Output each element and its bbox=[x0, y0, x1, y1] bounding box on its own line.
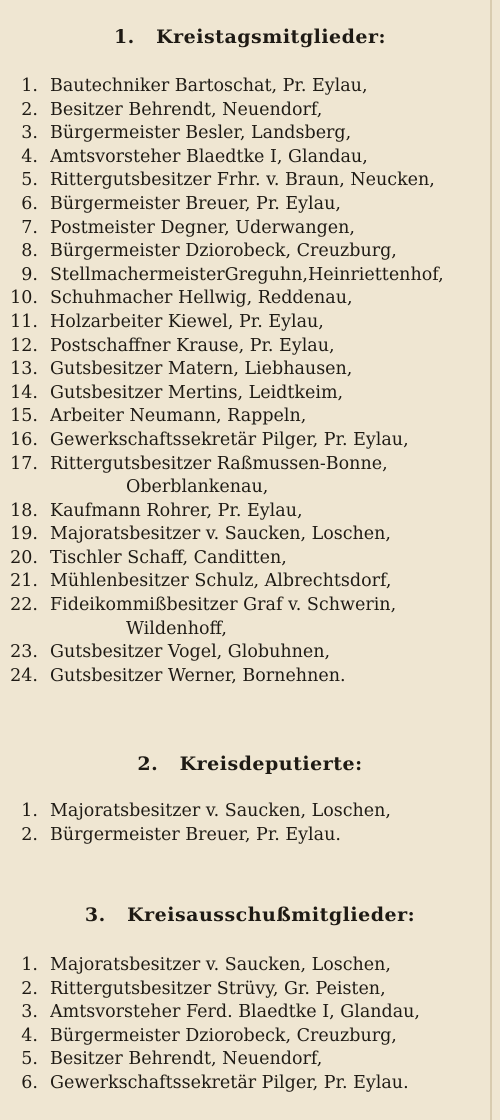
item-number: 14. bbox=[10, 382, 38, 403]
list-item bbox=[0, 548, 490, 572]
list-item bbox=[0, 288, 490, 312]
item-text: Holzarbeiter Kiewel, Pr. Eylau, bbox=[50, 311, 324, 332]
list-item bbox=[0, 595, 490, 619]
item-number: 10. bbox=[10, 288, 38, 309]
item-continuation: Oberblankenau, bbox=[126, 477, 269, 498]
item-number: 2. bbox=[21, 978, 38, 999]
item-number: 1. bbox=[21, 801, 38, 821]
item-text: StellmachermeisterGreguhn,Heinriettenhof, bbox=[50, 264, 444, 285]
list-item bbox=[0, 100, 490, 124]
item-text: Besitzer Behrendt, Neuendorf, bbox=[50, 1049, 323, 1070]
list-item bbox=[0, 336, 490, 360]
item-number: 7. bbox=[21, 217, 38, 238]
item-number: 1. bbox=[21, 76, 38, 96]
item-text: Gutsbesitzer Vogel, Globuhnen, bbox=[50, 642, 331, 663]
item-number: 12. bbox=[10, 335, 38, 356]
list-item bbox=[0, 1002, 490, 1026]
section-title: Kreisausschußmitglieder: bbox=[127, 904, 416, 926]
item-text: Majoratsbesitzer v. Saucken, Loschen, bbox=[50, 801, 391, 821]
item-number: 19. bbox=[10, 524, 38, 545]
kreistagsmitglieder-list bbox=[0, 76, 490, 689]
item-text: Bürgermeister Breuer, Pr. Eylau, bbox=[50, 193, 341, 214]
item-text: Bürgermeister Dziorobeck, Creuzburg, bbox=[50, 241, 397, 262]
item-number: 5. bbox=[21, 1049, 38, 1070]
item-number: 3. bbox=[21, 123, 38, 144]
item-number: 8. bbox=[21, 241, 38, 262]
item-number: 18. bbox=[10, 500, 38, 521]
list-item bbox=[0, 955, 490, 979]
section-title: Kreisdeputierte: bbox=[179, 753, 363, 775]
item-text: Bürgermeister Dziorobeck, Creuzburg, bbox=[50, 1025, 397, 1046]
list-item bbox=[0, 801, 490, 825]
item-number: 4. bbox=[21, 1025, 38, 1046]
list-item bbox=[0, 312, 490, 336]
item-text: Bürgermeister Breuer, Pr. Eylau. bbox=[50, 824, 341, 845]
item-text: Rittergutsbesitzer Raßmussen-Bonne, bbox=[50, 453, 388, 474]
list-item bbox=[0, 194, 490, 218]
item-number: 1. bbox=[21, 955, 38, 975]
section-title: Kreistagsmitglieder: bbox=[156, 26, 387, 48]
list-item bbox=[0, 170, 490, 194]
item-text: Amtsvorsteher Blaedtke I, Glandau, bbox=[50, 146, 368, 167]
item-number: 23. bbox=[10, 642, 38, 663]
item-text: Bautechniker Bartoschat, Pr. Eylau, bbox=[50, 76, 368, 96]
item-text: Majoratsbesitzer v. Saucken, Loschen, bbox=[50, 524, 391, 545]
section-heading-kreistagsmitglieder bbox=[0, 26, 500, 48]
item-text: Mühlenbesitzer Schulz, Albrechtsdorf, bbox=[50, 571, 392, 592]
list-item bbox=[0, 123, 490, 147]
section-number: 2. bbox=[137, 753, 159, 775]
kreisdeputierte-list bbox=[0, 801, 490, 848]
list-item bbox=[0, 147, 490, 171]
item-number: 6. bbox=[21, 1072, 38, 1093]
item-number: 16. bbox=[10, 429, 38, 450]
item-text: Postschaffner Krause, Pr. Eylau, bbox=[50, 335, 335, 356]
section-number: 3. bbox=[84, 904, 106, 926]
list-item bbox=[0, 501, 490, 525]
kreisausschussmitglieder-list bbox=[0, 955, 490, 1097]
item-text: Tischler Schaff, Canditten, bbox=[50, 547, 287, 568]
item-number: 21. bbox=[10, 571, 38, 592]
list-item bbox=[0, 825, 490, 849]
list-item bbox=[0, 265, 490, 289]
item-number: 17. bbox=[10, 453, 38, 474]
list-item bbox=[0, 1049, 490, 1073]
list-item bbox=[0, 430, 490, 454]
item-text: Gewerkschaftssekretär Pilger, Pr. Eylau. bbox=[50, 1072, 409, 1093]
list-item bbox=[0, 241, 490, 265]
item-text: Kaufmann Rohrer, Pr. Eylau, bbox=[50, 500, 303, 521]
item-number: 15. bbox=[10, 406, 38, 427]
item-number: 11. bbox=[10, 311, 38, 332]
item-text: Postmeister Degner, Uderwangen, bbox=[50, 217, 355, 238]
item-text: Majoratsbesitzer v. Saucken, Loschen, bbox=[50, 955, 391, 975]
section-number: 1. bbox=[113, 26, 135, 48]
item-continuation: Wildenhoff, bbox=[126, 618, 227, 639]
item-text: Fideikommißbesitzer Graf v. Schwerin, bbox=[50, 595, 397, 616]
list-item bbox=[0, 666, 490, 690]
list-item bbox=[0, 642, 490, 666]
list-item bbox=[0, 383, 490, 407]
item-text: Gutsbesitzer Matern, Liebhausen, bbox=[50, 359, 353, 380]
list-item bbox=[0, 76, 490, 100]
item-text: Besitzer Behrendt, Neuendorf, bbox=[50, 99, 323, 120]
list-item bbox=[0, 979, 490, 1003]
section-heading-kreisdeputierte bbox=[0, 753, 500, 775]
list-item bbox=[0, 218, 490, 242]
page-edge-rule bbox=[490, 0, 492, 1120]
section-heading-kreisausschussmitglieder bbox=[0, 904, 500, 926]
item-text: Schuhmacher Hellwig, Reddenau, bbox=[50, 288, 353, 309]
list-item bbox=[0, 1026, 490, 1050]
item-text: Bürgermeister Besler, Landsberg, bbox=[50, 123, 352, 144]
list-item bbox=[0, 571, 490, 595]
item-number: 5. bbox=[21, 170, 38, 191]
list-item bbox=[0, 359, 490, 383]
item-number: 3. bbox=[21, 1002, 38, 1023]
item-number: 13. bbox=[10, 359, 38, 380]
item-number: 4. bbox=[21, 146, 38, 167]
list-item bbox=[0, 406, 490, 430]
item-text: Rittergutsbesitzer Frhr. v. Braun, Neucken, bbox=[50, 170, 435, 191]
item-number: 2. bbox=[21, 99, 38, 120]
item-number: 22. bbox=[10, 595, 38, 616]
item-number: 24. bbox=[10, 665, 38, 686]
list-item bbox=[0, 1073, 490, 1097]
list-item bbox=[0, 524, 490, 548]
item-number: 6. bbox=[21, 193, 38, 214]
item-text: Gutsbesitzer Mertins, Leidtkeim, bbox=[50, 382, 344, 403]
list-item bbox=[0, 454, 490, 478]
item-number: 2. bbox=[21, 824, 38, 845]
item-text: Gewerkschaftssekretär Pilger, Pr. Eylau, bbox=[50, 429, 409, 450]
item-text: Arbeiter Neumann, Rappeln, bbox=[50, 406, 307, 427]
item-number: 20. bbox=[10, 547, 38, 568]
item-text: Rittergutsbesitzer Strüvy, Gr. Peisten, bbox=[50, 978, 386, 999]
item-number: 9. bbox=[21, 264, 38, 285]
item-text: Amtsvorsteher Ferd. Blaedtke I, Glandau, bbox=[50, 1002, 420, 1023]
item-text: Gutsbesitzer Werner, Bornehnen. bbox=[50, 665, 346, 686]
